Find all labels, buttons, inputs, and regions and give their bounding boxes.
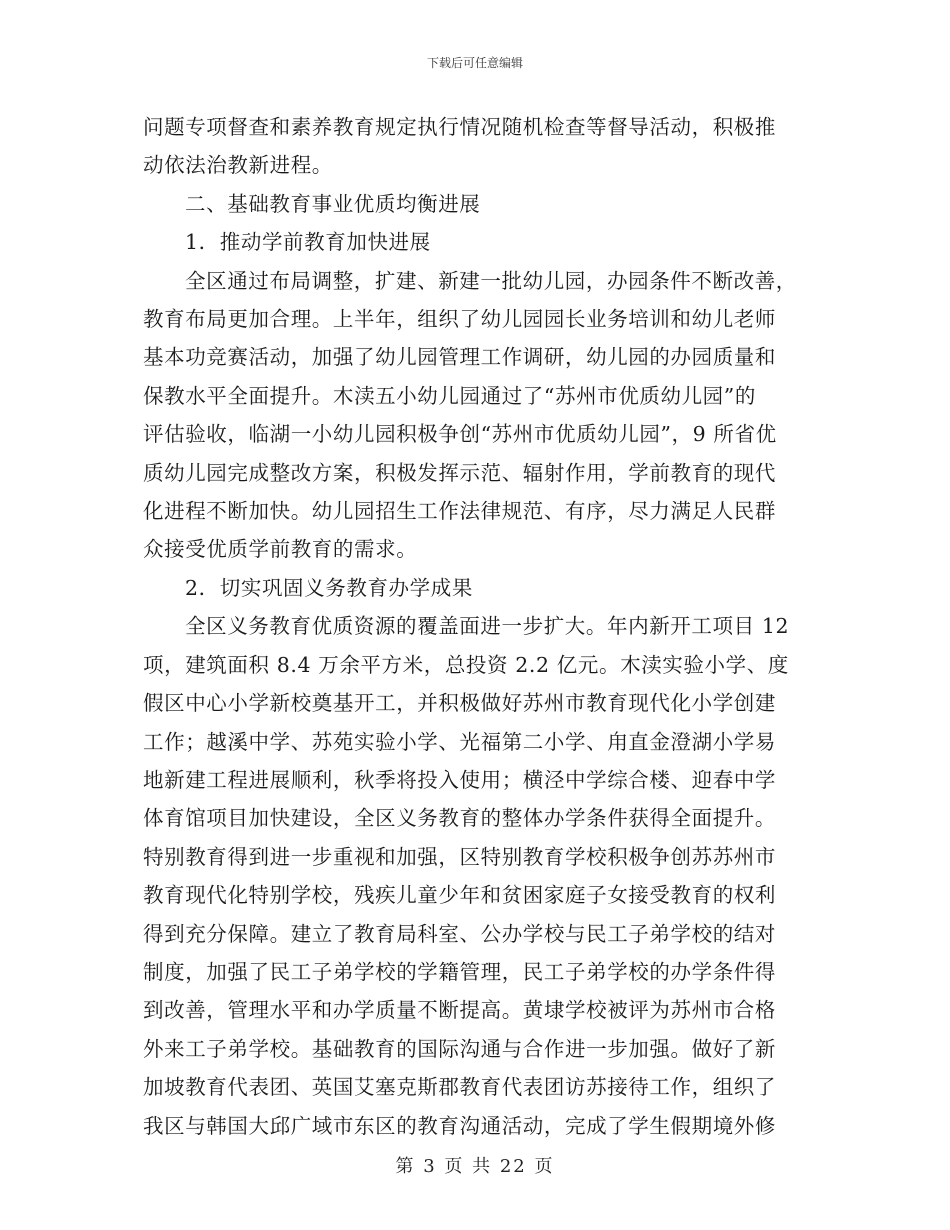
text-line: 我区与韩国大邱广域市东区的教育沟通活动，完成了学生假期境外修	[143, 1113, 776, 1138]
text-line: 制度，加强了民工子弟学校的学籍管理，民工子弟学校的办学条件得	[143, 959, 776, 984]
text-line: 保教水平全面提升。木渎五小幼儿园通过了“苏州市优质幼儿园”的	[143, 383, 756, 408]
text-line: 问题专项督查和素养教育规定执行情况随机检查等督导活动，积极推	[143, 115, 776, 139]
text-line: 项，建筑面积 8.4 万余平方米，总投资 2.2 亿元。木渎实验小学、度	[143, 652, 789, 677]
page-header: 下载后可任意编辑	[426, 56, 523, 70]
text-line: 得到充分保障。建立了教育局科室、公办学校与民工子弟学校的结对	[143, 921, 776, 946]
text-line: 全区通过布局调整，扩建、新建一批幼儿园，办园条件不断改善，	[185, 268, 797, 293]
text-line: 基本功竞赛活动，加强了幼儿园管理工作调研，幼儿园的办园质量和	[143, 345, 776, 370]
paragraph-continued	[143, 108, 811, 185]
text-line: 化进程不断加快。幼儿园招生工作法律规范、有序，尽力满足人民群	[143, 499, 776, 524]
text-line: 教育布局更加合理。上半年，组织了幼儿园园长业务培训和幼儿老师	[143, 307, 776, 332]
text-line: 地新建工程进展顺利，秋季将投入使用；横泾中学综合楼、迎春中学	[143, 767, 776, 792]
text-line: 教育现代化特别学校，残疾儿童少年和贫困家庭子女接受教育的权利	[143, 883, 776, 908]
text-line: 外来工子弟学校。基础教育的国际沟通与合作进一步加强。做好了新	[143, 1036, 776, 1061]
text-line: 加坡教育代表团、英国艾塞克斯郡教育代表团访苏接待工作，组织了	[143, 1075, 776, 1100]
document-body	[143, 108, 811, 1145]
subsection-heading: 2．切实巩固义务教育办学成果	[185, 575, 473, 600]
page-footer: 第 3 页 共 22 页	[395, 1156, 555, 1177]
text-line: 评估验收，临湖一小幼儿园积极争创“苏州市优质幼儿园”，9 所省优	[143, 422, 777, 447]
subsection-heading: 1．推动学前教育加快进展	[185, 230, 431, 255]
text-line: 到改善，管理水平和办学质量不断提高。黄埭学校被评为苏州市合格	[143, 998, 776, 1023]
text-line: 质幼儿园完成整改方案，积极发挥示范、辐射作用，学前教育的现代	[143, 460, 776, 485]
paragraph-preschool	[143, 262, 811, 569]
paragraph-compulsory-education	[143, 607, 811, 1145]
text-line: 特别教育得到进一步重视和加强，区特别教育学校积极争创苏苏州市	[143, 844, 776, 869]
text-line: 工作；越溪中学、苏苑实验小学、光福第二小学、甪直金澄湖小学易	[143, 729, 776, 754]
section-heading: 二、基础教育事业优质均衡进展	[185, 191, 481, 216]
text-line: 全区义务教育优质资源的覆盖面进一步扩大。年内新开工项目 12	[185, 614, 790, 639]
text-line: 动依法治教新进程。	[143, 153, 333, 178]
text-line: 假区中心小学新校奠基开工，并积极做好苏州市教育现代化小学创建	[143, 691, 776, 716]
text-line: 体育馆项目加快建设，全区义务教育的整体办学条件获得全面提升。	[143, 806, 776, 831]
text-line: 众接受优质学前教育的需求。	[143, 537, 418, 562]
